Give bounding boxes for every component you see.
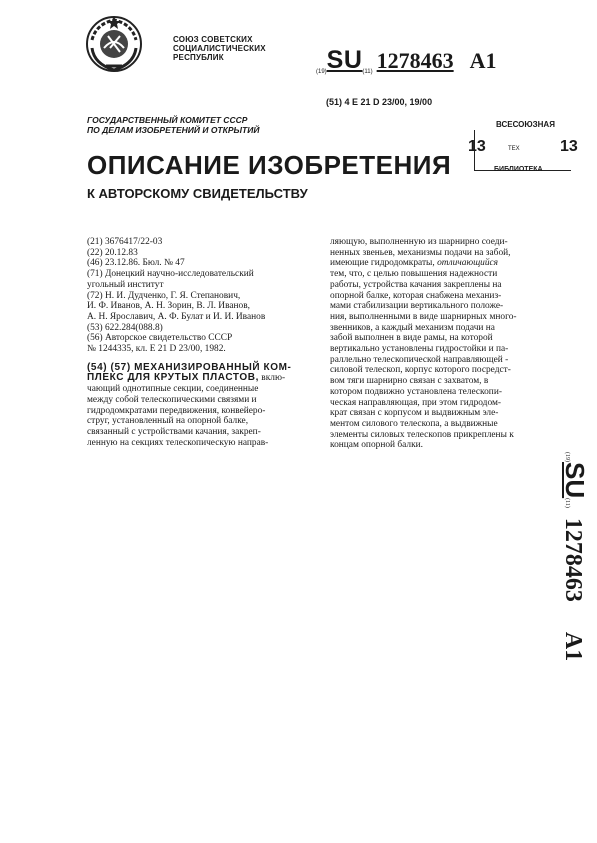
biblio-line: А. Н. Ярославич, А. Ф. Булат и И. И. Иванов [87,311,266,322]
stamp-middle: ТЕХ [508,146,520,152]
abstract-line: силовой телескоп, корпус которого посредст- [330,365,511,376]
right-column [330,237,552,451]
abstract-heading-2: ПЛЕКС ДЛЯ КРУТЫХ ПЛАСТОВ, [87,372,259,384]
committee-line: ПО ДЕЛАМ ИЗОБРЕТЕНИЙ И ОТКРЫТИЙ [87,125,260,135]
abstract-heading-cont [87,373,313,384]
biblio-line: (53) 622.284(088.8) [87,322,163,333]
left-column [87,237,313,448]
code-11: (11) [362,69,373,75]
abstract-heading-2-rest: вклю- [258,373,286,384]
side-patent-id-text [559,452,590,661]
biblio-line: угольный институт [87,279,164,290]
union-line: СОЮЗ СОВЕТСКИХ [173,35,253,44]
stamp-line-3: БИБЛИОТЕКА [494,166,543,173]
abstract-line: ляющую, выполненную из шарнирно соеди- [330,237,508,247]
code-19: (19) [316,69,327,75]
abstract-line: между собой телескопическими связями и [87,394,257,405]
abstract-line: ленную на секциях телескопическую направ- [87,437,269,448]
abstract-line: ния, выполненными в виде шарнирных много- [330,311,517,322]
abstract-line: вертикально установлены гидростойки и па- [330,344,509,355]
committee-line: ГОСУДАРСТВЕННЫЙ КОМИТЕТ СССР [87,115,248,125]
patent-kind: A1 [469,48,497,73]
abstract-line: чающий однотипные секции, соединенные [87,384,259,395]
biblio-line: И. Ф. Иванов, А. Н. Зорин, В. Л. Иванов, [87,301,251,312]
biblio-line: № 1244335, кл. Е 21 D 23/00, 1982. [87,344,226,355]
country-code: SU [326,46,363,74]
union-line: РЕСПУБЛИК [173,53,224,62]
abstract-line: ментом силового телескопа, а выдвижные [330,418,498,429]
side-patent-number: 1278463 [560,517,586,602]
union-line: СОЦИАЛИСТИЧЕСКИХ [173,44,266,53]
biblio-line: (21) 3676417/22-03 [87,237,163,247]
biblio-line: (22) 20.12.83 [87,247,138,258]
side-patent-id [552,452,592,692]
abstract-line: ческая направляющая, при этом гидродом- [330,397,502,408]
document-subtitle: К АВТОРСКОМУ СВИДЕТЕЛЬСТВУ [87,186,308,201]
ipc-classification: (51) 4 E 21 D 23/00, 19/00 [326,97,433,107]
abstract-line: струг, установленный на опорной балке, [87,416,249,427]
stamp-line-1: ВСЕСОЮЗНАЯ [496,120,555,129]
stamp-bracket [474,130,571,171]
abstract-line: раллельно телескопической направляющей - [330,354,509,365]
union-name [173,35,266,62]
biblio-line: (72) Н. И. Дудченко, Г. Я. Степанович, [87,290,241,301]
document-title: ОПИСАНИЕ ИЗОБРЕТЕНИЯ [87,150,452,180]
abstract-line: крат связан с корпусом и выдвижным эле- [330,408,499,419]
stamp-right-number: 13 [560,138,578,155]
biblio-line: (71) Донецкий научно-исследовательский [87,269,254,280]
side-code-19: (19) [564,452,570,462]
stamp-left-number: 13 [468,138,486,155]
abstract-text: имеющие гидродомкраты, [330,258,435,269]
abstract-line: гидродомкратами передвижения, конвейеро- [87,405,266,416]
library-stamp [468,118,580,184]
biblio-line: (56) Авторское свидетельство СССР [87,333,233,344]
abstract-line: забой выполнен в виде рамы, на которой [330,333,493,344]
abstract-line: ненных звеньев, механизмы подачи на забой, [330,247,511,258]
abstract-line: элементы силовых телескопов прикреплены к [330,429,514,440]
side-code-11: (11) [564,498,570,508]
side-country-code: SU [560,462,590,499]
abstract-line: опорной балке, которая снабжена механиз- [330,290,502,301]
claim-keyword: отличающийся [437,258,499,269]
abstract-line: звенников, а каждый механизм подачи на [330,322,495,333]
patent-number: 1278463 [376,48,454,73]
abstract-heading: (54) (57) МЕХАНИЗИРОВАННЫЙ КОМ- [87,361,292,373]
committee-name [87,115,259,135]
abstract-line: концам опорной балки. [330,440,423,451]
patent-id-header [316,46,497,75]
abstract-line: тем, что, с целью повышения надежности [330,269,498,280]
abstract-line: работы, устройства качания закреплены на [330,279,502,290]
abstract-line: вом тяги шарнирно связан с захватом, в [330,376,489,387]
abstract-line: мами стабилизации вертикального положе- [330,301,504,312]
ussr-emblem-icon [84,14,144,74]
side-patent-kind: A1 [560,631,586,662]
biblio-line: (46) 23.12.86. Бюл. № 47 [87,258,185,269]
abstract-line: связанный с устройствами качания, закреп- [87,426,261,437]
abstract-line [330,258,552,269]
abstract-line: котором подвижно установлена телескопи- [330,386,502,397]
